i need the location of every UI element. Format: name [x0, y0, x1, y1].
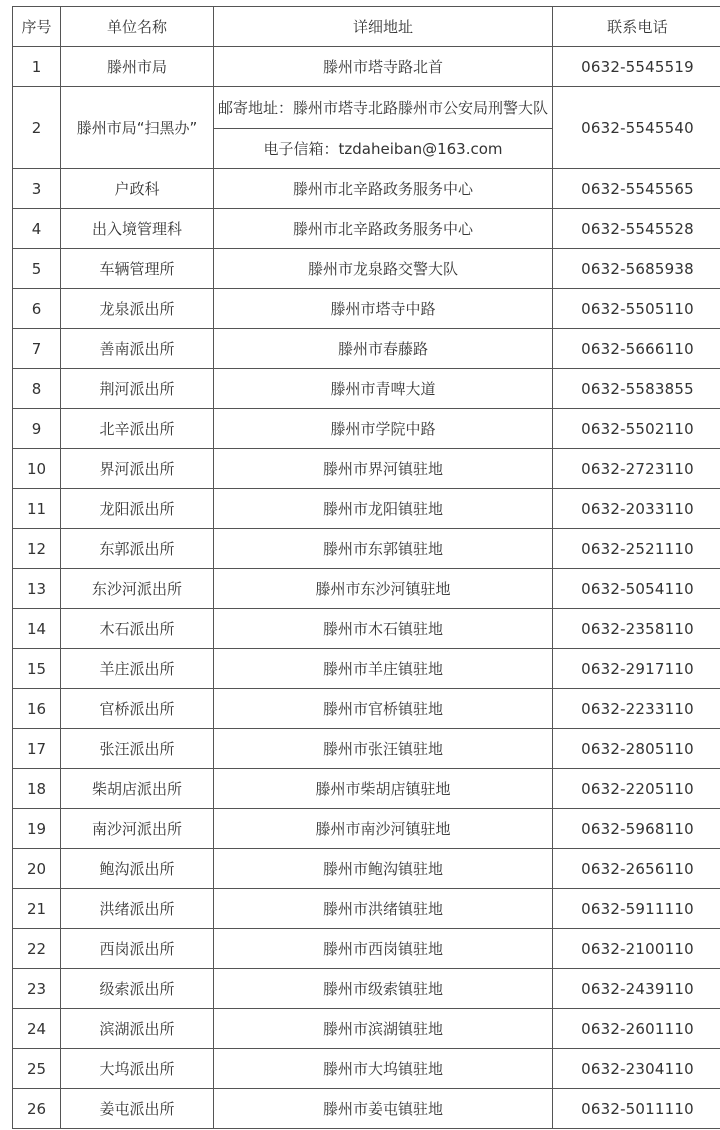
table-row: [13, 1049, 720, 1089]
row-index: 1: [13, 47, 61, 87]
row-phone: 0632-2439110: [553, 969, 720, 1009]
row-phone: 0632-2358110: [553, 609, 720, 649]
row-unit-name: 姜屯派出所: [61, 1089, 214, 1129]
row-phone: 0632-2033110: [553, 489, 720, 529]
row-address: 滕州市洪绪镇驻地: [214, 889, 553, 929]
row-address: 滕州市羊庄镇驻地: [214, 649, 553, 689]
row-index: 12: [13, 529, 61, 569]
table-row: [13, 289, 720, 329]
table-row: [13, 209, 720, 249]
table-row: [13, 889, 720, 929]
row-unit-name: 滕州市局: [61, 47, 214, 87]
row-unit-name: 柴胡店派出所: [61, 769, 214, 809]
row-phone: 0632-5545565: [553, 169, 720, 209]
row-unit-name: 龙阳派出所: [61, 489, 214, 529]
row-unit-name: 东郭派出所: [61, 529, 214, 569]
row-address: 滕州市柴胡店镇驻地: [214, 769, 553, 809]
row-phone: 0632-2233110: [553, 689, 720, 729]
row-address: 滕州市姜屯镇驻地: [214, 1089, 553, 1129]
row-unit-name: 大坞派出所: [61, 1049, 214, 1089]
row-index: 17: [13, 729, 61, 769]
table-row: [13, 969, 720, 1009]
row-unit-name: 北辛派出所: [61, 409, 214, 449]
row-index: 11: [13, 489, 61, 529]
row-index: 22: [13, 929, 61, 969]
row-index: 2: [13, 87, 61, 169]
row-email: 电子信箱：tzdaheiban@163.com: [214, 129, 553, 169]
table-row: [13, 849, 720, 889]
header-address: 详细地址: [214, 7, 553, 47]
table-row: [13, 1009, 720, 1049]
row-address: 滕州市东郭镇驻地: [214, 529, 553, 569]
row-phone: 0632-2656110: [553, 849, 720, 889]
table-row: [13, 569, 720, 609]
row-unit-name: 出入境管理科: [61, 209, 214, 249]
row-index: 18: [13, 769, 61, 809]
row-phone: 0632-5502110: [553, 409, 720, 449]
row-address: 滕州市鲍沟镇驻地: [214, 849, 553, 889]
row-unit-name: 羊庄派出所: [61, 649, 214, 689]
row-address: 滕州市北辛路政务服务中心: [214, 169, 553, 209]
row-index: 15: [13, 649, 61, 689]
row-address: 滕州市张汪镇驻地: [214, 729, 553, 769]
row-unit-name: 善南派出所: [61, 329, 214, 369]
row-index: 24: [13, 1009, 61, 1049]
row-unit-name: 西岗派出所: [61, 929, 214, 969]
table-row: [13, 649, 720, 689]
row-phone: 0632-5583855: [553, 369, 720, 409]
row-address: 滕州市滨湖镇驻地: [214, 1009, 553, 1049]
row-address: 滕州市学院中路: [214, 409, 553, 449]
table-row: [13, 809, 720, 849]
row-phone: 0632-2805110: [553, 729, 720, 769]
row-index: 6: [13, 289, 61, 329]
header-index: 序号: [13, 7, 61, 47]
row-address: 滕州市春藤路: [214, 329, 553, 369]
row-address: 滕州市木石镇驻地: [214, 609, 553, 649]
table-row: [13, 769, 720, 809]
row-address: 滕州市塔寺中路: [214, 289, 553, 329]
row-phone: 0632-2205110: [553, 769, 720, 809]
row-phone: 0632-5545540: [553, 87, 720, 169]
row-unit-name: 滕州市局“扫黑办”: [61, 87, 214, 169]
row-phone: 0632-2723110: [553, 449, 720, 489]
row-index: 8: [13, 369, 61, 409]
row-phone: 0632-5666110: [553, 329, 720, 369]
table-row: [13, 47, 720, 87]
row-address: 滕州市官桥镇驻地: [214, 689, 553, 729]
row-index: 10: [13, 449, 61, 489]
row-unit-name: 级索派出所: [61, 969, 214, 1009]
table-row: [13, 1089, 720, 1129]
row-phone: 0632-2100110: [553, 929, 720, 969]
row-unit-name: 南沙河派出所: [61, 809, 214, 849]
row-phone: 0632-5054110: [553, 569, 720, 609]
table-row: [13, 329, 720, 369]
header-phone: 联系电话: [553, 7, 720, 47]
row-address: 滕州市塔寺路北首: [214, 47, 553, 87]
row-unit-name: 荆河派出所: [61, 369, 214, 409]
row-unit-name: 张汪派出所: [61, 729, 214, 769]
row-index: 7: [13, 329, 61, 369]
table-row: [13, 369, 720, 409]
row-index: 14: [13, 609, 61, 649]
table-row: [13, 689, 720, 729]
table-row: [13, 929, 720, 969]
row-address: 滕州市南沙河镇驻地: [214, 809, 553, 849]
table-row: [13, 449, 720, 489]
row-address: 滕州市北辛路政务服务中心: [214, 209, 553, 249]
table-body: [13, 47, 720, 1129]
table-row: [13, 409, 720, 449]
table-row: [13, 529, 720, 569]
row-address: 滕州市龙泉路交警大队: [214, 249, 553, 289]
table-row: [13, 249, 720, 289]
table-header-row: [13, 7, 720, 47]
header-unit-name: 单位名称: [61, 7, 214, 47]
row-unit-name: 东沙河派出所: [61, 569, 214, 609]
row-index: 25: [13, 1049, 61, 1089]
row-phone: 0632-2601110: [553, 1009, 720, 1049]
row-phone: 0632-5968110: [553, 809, 720, 849]
row-mail-address: 邮寄地址：滕州市塔寺北路滕州市公安局刑警大队: [214, 87, 553, 129]
row-index: 4: [13, 209, 61, 249]
row-index: 13: [13, 569, 61, 609]
row-unit-name: 车辆管理所: [61, 249, 214, 289]
table-row: [13, 169, 720, 209]
table-row: [13, 489, 720, 529]
row-address: 滕州市大坞镇驻地: [214, 1049, 553, 1089]
row-address: 滕州市西岗镇驻地: [214, 929, 553, 969]
row-address: 滕州市界河镇驻地: [214, 449, 553, 489]
row-unit-name: 木石派出所: [61, 609, 214, 649]
row-phone: 0632-2521110: [553, 529, 720, 569]
row-index: 16: [13, 689, 61, 729]
row-unit-name: 官桥派出所: [61, 689, 214, 729]
row-index: 23: [13, 969, 61, 1009]
row-index: 26: [13, 1089, 61, 1129]
row-address: 滕州市东沙河镇驻地: [214, 569, 553, 609]
table-row: [13, 87, 720, 129]
row-address: 滕州市龙阳镇驻地: [214, 489, 553, 529]
row-phone: 0632-5685938: [553, 249, 720, 289]
row-phone: 0632-5545528: [553, 209, 720, 249]
row-phone: 0632-5011110: [553, 1089, 720, 1129]
row-index: 5: [13, 249, 61, 289]
row-address: 滕州市青啤大道: [214, 369, 553, 409]
row-phone: 0632-5505110: [553, 289, 720, 329]
row-phone: 0632-2917110: [553, 649, 720, 689]
row-phone: 0632-5911110: [553, 889, 720, 929]
row-phone: 0632-5545519: [553, 47, 720, 87]
row-index: 3: [13, 169, 61, 209]
row-unit-name: 滨湖派出所: [61, 1009, 214, 1049]
row-address: 滕州市级索镇驻地: [214, 969, 553, 1009]
row-phone: 0632-2304110: [553, 1049, 720, 1089]
table-row: [13, 609, 720, 649]
row-index: 21: [13, 889, 61, 929]
row-unit-name: 龙泉派出所: [61, 289, 214, 329]
row-unit-name: 户政科: [61, 169, 214, 209]
row-unit-name: 界河派出所: [61, 449, 214, 489]
row-index: 20: [13, 849, 61, 889]
contact-table: [12, 6, 720, 1129]
row-index: 9: [13, 409, 61, 449]
table-row: [13, 729, 720, 769]
row-index: 19: [13, 809, 61, 849]
row-unit-name: 鲍沟派出所: [61, 849, 214, 889]
row-unit-name: 洪绪派出所: [61, 889, 214, 929]
